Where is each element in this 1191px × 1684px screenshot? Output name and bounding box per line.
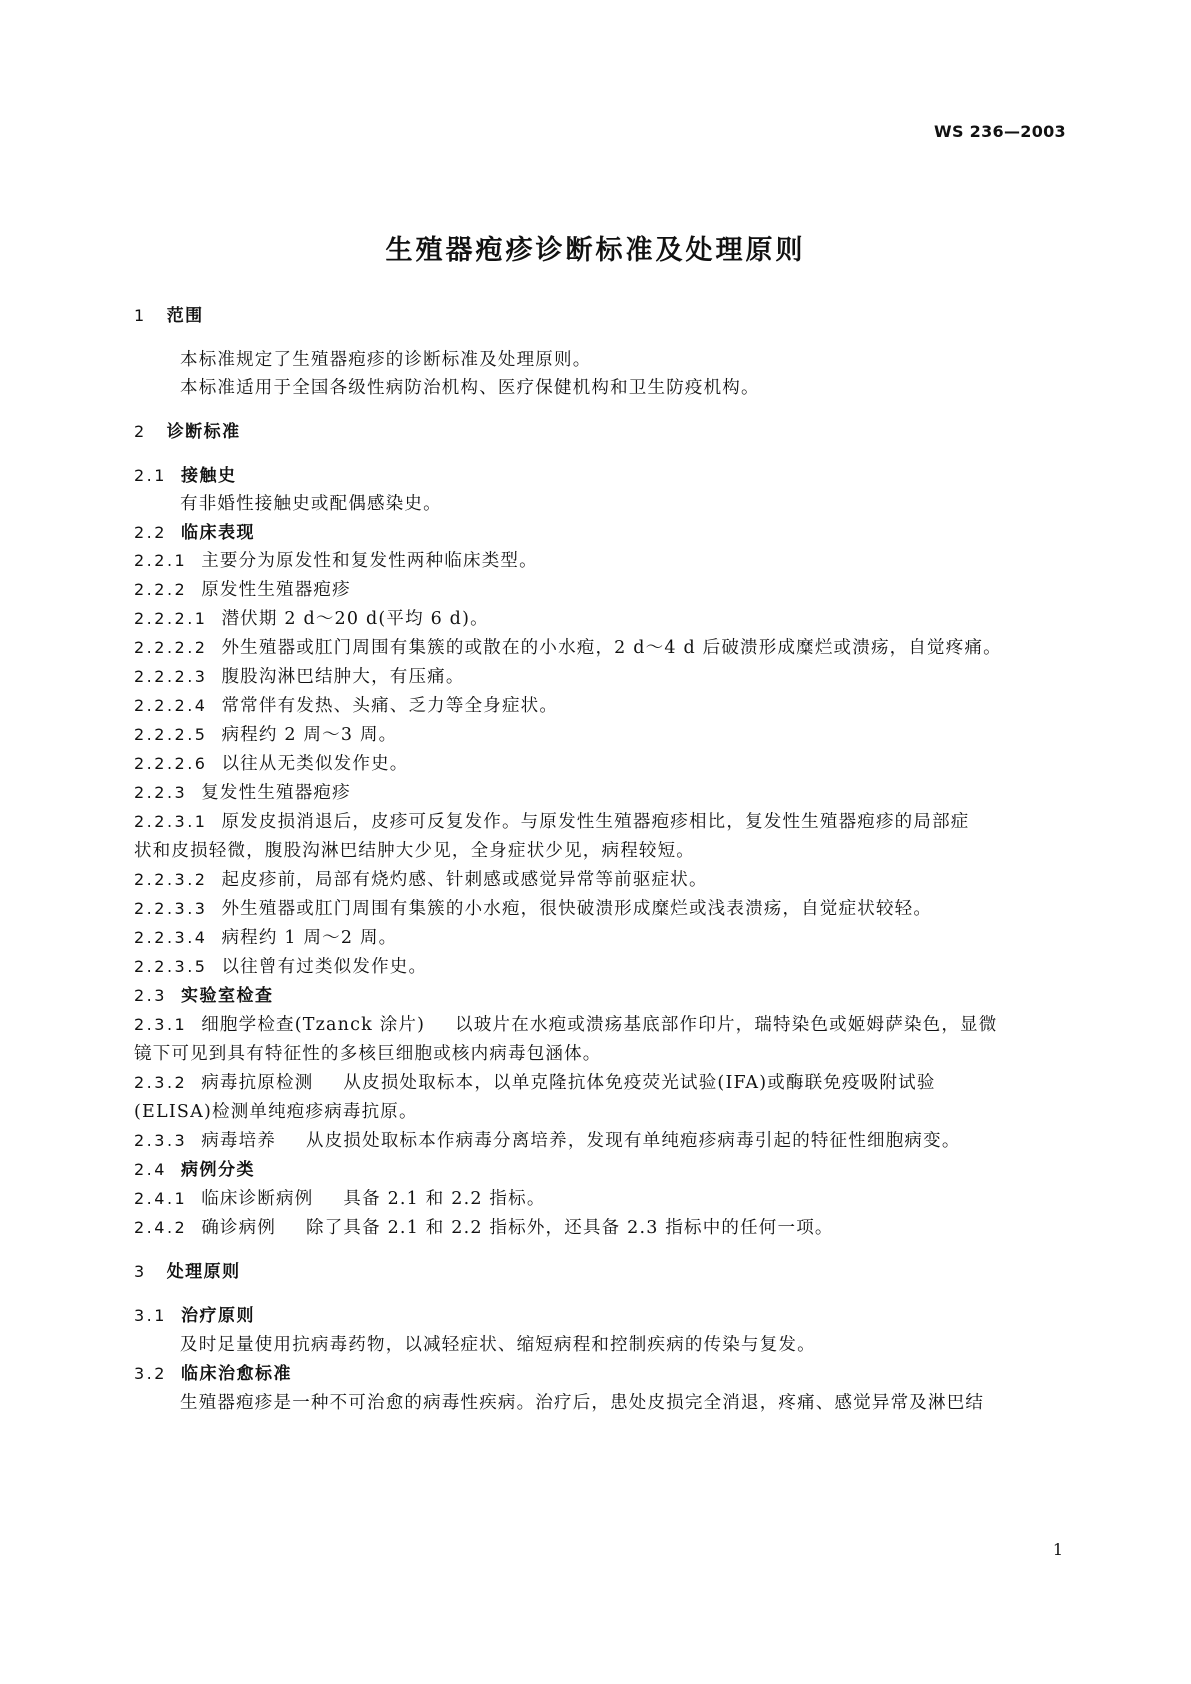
clause-number: 2.2.1 [134,551,188,570]
clause-continuation: (ELISA)检测单纯疱疹病毒抗原。 [134,1102,418,1122]
clause-text: 腹股沟淋巴结肿大，有压痛。 [221,667,465,687]
clause-number: 2.2.3.1 [134,812,208,831]
clause-text: 病程约 1 周～2 周。 [221,928,398,948]
paragraph: 有非婚性接触史或配偶感染史。 [180,494,442,514]
section-title: 接触史 [180,466,237,486]
clause-2-2-2-6 [134,752,1064,776]
clause-number: 2.2.3.4 [134,928,208,947]
clause-text: 主要分为原发性和复发性两种临床类型。 [201,551,538,571]
section-title: 临床表现 [180,523,255,543]
clause-term: 细胞学检查(Tzanck 涂片) [201,1015,426,1035]
clause-2-3-3 [134,1129,1064,1153]
page-number: 1 [1052,1540,1063,1559]
clause-text: 复发性生殖器疱疹 [201,783,351,803]
section-number: 3.2 [134,1364,167,1383]
clause-2-2-3-5 [134,955,1064,979]
clause-number: 2.3.3 [134,1131,188,1150]
clause-text: 原发皮损消退后，皮疹可反复发作。与原发性生殖器疱疹相比，复发性生殖器疱疹的局部症 [221,812,970,832]
section-number: 1 [134,306,147,325]
section-number: 2.3 [134,986,167,1005]
section-number: 3 [134,1262,147,1281]
clause-number: 2.3.2 [134,1073,188,1092]
clause-2-2-2 [134,578,1064,602]
clause-text: 外生殖器或肛门周围有集簇的或散在的小水疱，2 d～4 d 后破溃形成糜烂或溃疡，自觉疼痛。 [221,638,1002,658]
section-2-4-heading [134,1158,1064,1182]
clause-number: 2.2.3.5 [134,957,208,976]
clause-text: 以往曾有过类似发作史。 [221,957,428,977]
section-2-1-heading [134,464,1064,488]
paragraph: 本标准规定了生殖器疱疹的诊断标准及处理原则。 [180,350,592,370]
paragraph: 生殖器疱疹是一种不可治愈的病毒性疾病。治疗后，患处皮损完全消退，疼痛、感觉异常及淋巴结 [180,1393,985,1413]
section-title: 实验室检查 [180,986,274,1006]
clause-text: 外生殖器或肛门周围有集簇的小水疱，很快破溃形成糜烂或浅表溃疡，自觉症状较轻。 [221,899,933,919]
clause-number: 2.2.2.2 [134,638,208,657]
section-title: 范围 [166,306,204,326]
clause-text: 从皮损处取标本，以单克隆抗体免疫荧光试验(IFA)或酶联免疫吸附试验 [343,1073,936,1093]
clause-text: 除了具备 2.1 和 2.2 指标外，还具备 2.3 指标中的任何一项。 [306,1218,834,1238]
paragraph: 本标准适用于全国各级性病防治机构、医疗保健机构和卫生防疫机构。 [180,378,760,398]
clause-2-3-1 [134,1013,1064,1037]
section-1-heading [134,304,1064,328]
clause-number: 2.2.2.6 [134,754,208,773]
clause-continuation: 镜下可见到具有特征性的多核巨细胞或核内病毒包涵体。 [134,1044,602,1064]
clause-number: 2.2.2.4 [134,696,208,715]
clause-2-4-1 [134,1187,1064,1211]
section-title: 处理原则 [166,1262,241,1282]
clause-2-2-3-4 [134,926,1064,950]
section-title: 治疗原则 [180,1306,255,1326]
section-3-1-heading [134,1304,1064,1328]
clause-term: 病毒抗原检测 [201,1073,314,1093]
document-title: 生殖器疱疹诊断标准及处理原则 [385,235,806,266]
clause-text: 以往从无类似发作史。 [221,754,409,774]
section-2-2-heading [134,521,1064,545]
clause-term: 病毒培养 [201,1131,277,1151]
clause-text: 常常伴有发热、头痛、乏力等全身症状。 [221,696,559,716]
clause-text: 病程约 2 周～3 周。 [221,725,398,745]
section-title: 临床治愈标准 [180,1364,292,1384]
clause-2-2-1 [134,549,1064,573]
section-title: 诊断标准 [166,422,241,442]
section-number: 2.2 [134,523,167,542]
clause-2-2-2-4 [134,694,1064,718]
section-number: 2.1 [134,466,167,485]
clause-2-4-2 [134,1216,1064,1240]
clause-number: 2.2.3.3 [134,899,208,918]
section-number: 3.1 [134,1306,167,1325]
section-number: 2.4 [134,1160,167,1179]
clause-number: 2.4.2 [134,1218,188,1237]
clause-2-2-3-2 [134,868,1064,892]
section-2-3-heading [134,984,1064,1008]
section-number: 2 [134,422,147,441]
section-title: 病例分类 [180,1160,255,1180]
clause-term: 确诊病例 [201,1218,277,1238]
clause-2-2-2-3 [134,665,1064,689]
clause-2-2-2-1 [134,607,1064,631]
clause-text: 从皮损处取标本作病毒分离培养，发现有单纯疱疹病毒引起的特征性细胞病变。 [306,1131,961,1151]
clause-2-2-2-5 [134,723,1064,747]
clause-continuation: 状和皮损轻微，腹股沟淋巴结肿大少见，全身症状少见，病程较短。 [134,841,695,861]
clause-2-2-3 [134,781,1064,805]
section-3-heading [134,1260,1064,1284]
clause-2-2-3-1 [134,810,1064,834]
clause-number: 2.2.2.3 [134,667,208,686]
standard-code: WS 236—2003 [934,122,1066,141]
clause-text: 原发性生殖器疱疹 [201,580,351,600]
clause-text: 具备 2.1 和 2.2 指标。 [343,1189,546,1209]
clause-2-3-2 [134,1071,1064,1095]
clause-number: 2.2.2.5 [134,725,208,744]
clause-number: 2.2.2 [134,580,188,599]
clause-text: 潜伏期 2 d～20 d(平均 6 d)。 [221,609,489,629]
clause-text: 起皮疹前，局部有烧灼感、针刺感或感觉异常等前驱症状。 [221,870,708,890]
clause-2-2-3-3 [134,897,1064,921]
clause-number: 2.3.1 [134,1015,188,1034]
paragraph: 及时足量使用抗病毒药物，以减轻症状、缩短病程和控制疾病的传染与复发。 [180,1335,816,1355]
clause-2-2-2-2 [134,636,1064,660]
clause-number: 2.4.1 [134,1189,188,1208]
clause-text: 以玻片在水疱或溃疡基底部作印片，瑞特染色或姬姆萨染色，显微 [455,1015,998,1035]
clause-term: 临床诊断病例 [201,1189,314,1209]
section-2-heading [134,420,1064,444]
section-3-2-heading [134,1362,1064,1386]
clause-number: 2.2.2.1 [134,609,208,628]
clause-number: 2.2.3.2 [134,870,208,889]
clause-number: 2.2.3 [134,783,188,802]
